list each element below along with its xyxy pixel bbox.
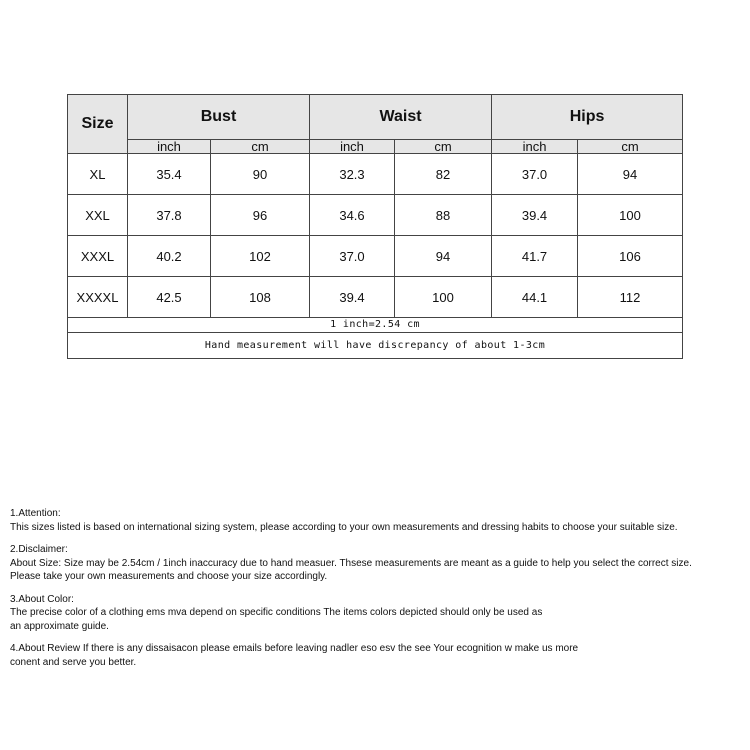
note-text: 4.About Review If there is any dissaisacon please emails before leaving nadler eso esv the see Your ecognition w make us more xyxy=(10,643,579,654)
note-text: an approximate guide. xyxy=(10,620,109,632)
hips-header: Hips xyxy=(492,95,683,140)
waist-header: Waist xyxy=(310,95,492,140)
header-row xyxy=(68,95,683,140)
value-cell: 102 xyxy=(211,236,310,277)
value-cell: 32.3 xyxy=(310,154,395,195)
note-heading: 1.Attention: xyxy=(10,508,61,519)
size-chart-table xyxy=(67,94,683,359)
unit-header: inch xyxy=(310,140,395,154)
attention-note xyxy=(10,507,748,534)
note-text: Please take your own measurements and choose your size accordingly. xyxy=(10,571,328,582)
unit-header: inch xyxy=(128,140,211,154)
value-cell: 40.2 xyxy=(128,236,211,277)
size-cell: XXL xyxy=(68,195,128,236)
value-cell: 37.0 xyxy=(492,154,578,195)
value-cell: 90 xyxy=(211,154,310,195)
value-cell: 106 xyxy=(578,236,683,277)
value-cell: 37.0 xyxy=(310,236,395,277)
size-cell: XXXL xyxy=(68,236,128,277)
unit-row xyxy=(68,140,683,154)
review-note xyxy=(10,642,748,669)
bust-header: Bust xyxy=(128,95,310,140)
value-cell: 100 xyxy=(578,195,683,236)
value-cell: 82 xyxy=(395,154,492,195)
conversion-note: 1 inch=2.54 cm xyxy=(68,318,683,333)
value-cell: 108 xyxy=(211,277,310,318)
value-cell: 88 xyxy=(395,195,492,236)
note-text: conent and serve you better. xyxy=(10,656,137,668)
value-cell: 35.4 xyxy=(128,154,211,195)
table-row xyxy=(68,195,683,236)
notes-section xyxy=(10,507,748,678)
value-cell: 41.7 xyxy=(492,236,578,277)
unit-header: cm xyxy=(395,140,492,154)
discrepancy-note: Hand measurement will have discrepancy of about 1-3cm xyxy=(68,333,683,359)
value-cell: 94 xyxy=(578,154,683,195)
note-text: This sizes listed is based on international sizing system, please according to your own measurements and dressing habits to choose your suitable size. xyxy=(10,521,678,533)
unit-header: inch xyxy=(492,140,578,154)
value-cell: 94 xyxy=(395,236,492,277)
note-heading: 2.Disclaimer: xyxy=(10,544,68,555)
value-cell: 37.8 xyxy=(128,195,211,236)
note-heading: 3.About Color: xyxy=(10,593,74,605)
table-row xyxy=(68,277,683,318)
value-cell: 112 xyxy=(578,277,683,318)
unit-header: cm xyxy=(211,140,310,154)
note-text: The precise color of a clothing ems mva depend on specific conditions The items colors depicted should only be used as xyxy=(10,607,543,618)
size-cell: XL xyxy=(68,154,128,195)
value-cell: 42.5 xyxy=(128,277,211,318)
size-cell: XXXXL xyxy=(68,277,128,318)
value-cell: 96 xyxy=(211,195,310,236)
color-note xyxy=(10,593,748,634)
size-header: Size xyxy=(68,95,128,154)
value-cell: 39.4 xyxy=(310,277,395,318)
conversion-row xyxy=(68,318,683,333)
table-row xyxy=(68,154,683,195)
value-cell: 34.6 xyxy=(310,195,395,236)
value-cell: 39.4 xyxy=(492,195,578,236)
disclaimer-note xyxy=(10,543,748,584)
table-row xyxy=(68,236,683,277)
unit-header: cm xyxy=(578,140,683,154)
value-cell: 44.1 xyxy=(492,277,578,318)
note-text: About Size: Size may be 2.54cm / 1inch inaccuracy due to hand measuer. Thsese measurements are meant as a guide to help you select the correct size. xyxy=(10,557,692,569)
value-cell: 100 xyxy=(395,277,492,318)
discrepancy-row xyxy=(68,333,683,359)
